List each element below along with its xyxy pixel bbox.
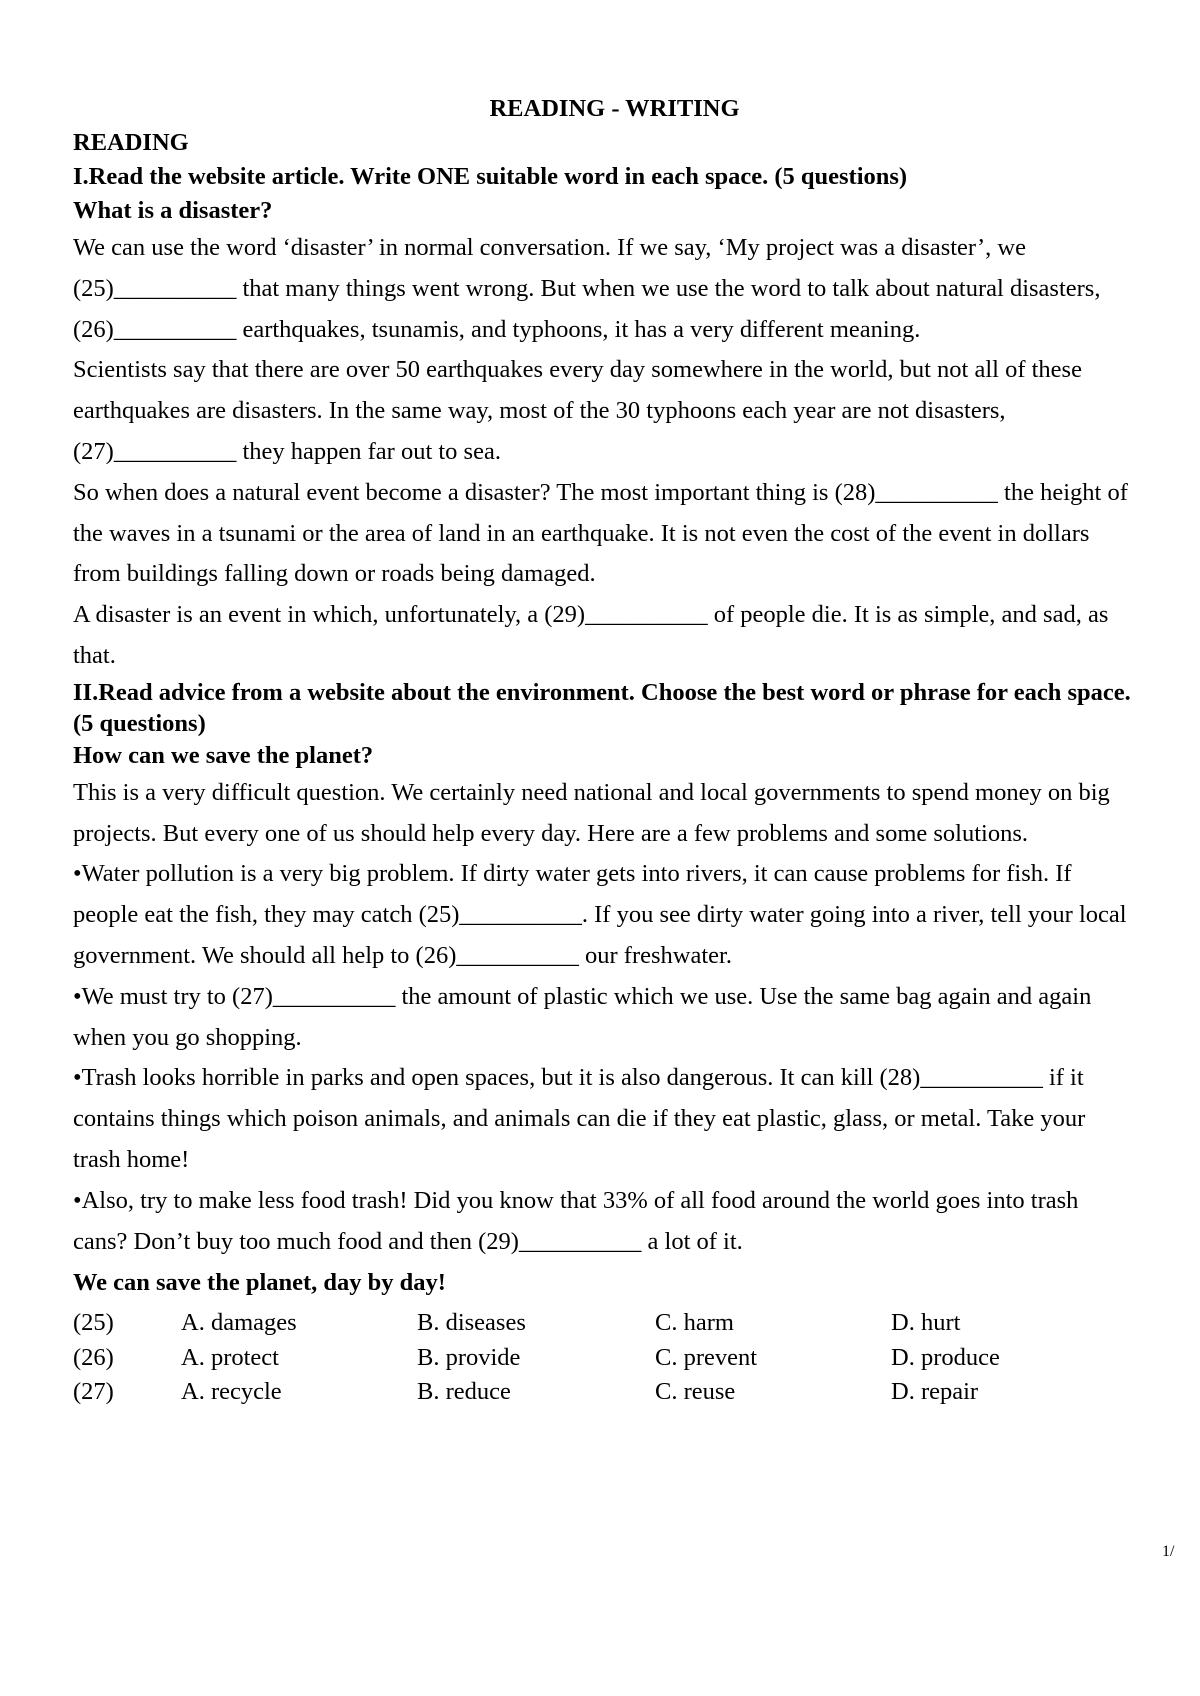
- part2-paragraph-2: •Water pollution is a very big problem. If dirty water gets into rivers, it can cause problems for fish. If people eat the fish, they may catch (25)__________. If you see dirty water going into a river, tell your local government. We should all help to (26)__________ our freshwater.: [73, 860, 1127, 969]
- part1-paragraph-1: We can use the word ‘disaster’ in normal conversation. If we say, ‘My project was a disaster’, we (25)__________ that many things went wrong. But when we use the word to talk about natural disasters, (26)__________ earthquakes, tsunamis, and typhoons, it has a very different meaning.: [73, 234, 1101, 343]
- option-b: B. diseases: [417, 1309, 526, 1337]
- question-number: (25): [73, 1309, 114, 1337]
- document-title: READING - WRITING: [489, 95, 740, 122]
- option-a: A. damages: [181, 1309, 297, 1337]
- option-d: D. repair: [891, 1378, 979, 1406]
- option-c: C. harm: [655, 1309, 734, 1337]
- option-b: B. provide: [417, 1343, 521, 1371]
- options-row: [73, 1375, 1138, 1410]
- document-page: [73, 92, 1138, 1410]
- options-row: [73, 1341, 1138, 1376]
- part2-paragraph-4: •Trash looks horrible in parks and open spaces, but it is also dangerous. It can kill (28)__________ if it contains things which poison animals, and animals can die if they eat plastic, glass, or metal. Take your trash home!: [73, 1064, 1086, 1173]
- part2-closing: We can save the planet, day by day!: [73, 1269, 446, 1297]
- option-d: D. produce: [891, 1343, 1000, 1371]
- question-number: (26): [73, 1343, 114, 1371]
- part2-paragraph-1: This is a very difficult question. We certainly need national and local governments to spend money on big projects. But every one of us should help every day. Here are a few problems and some solutions.: [73, 778, 1110, 847]
- option-a: A. protect: [181, 1343, 279, 1371]
- option-b: B. reduce: [417, 1378, 511, 1406]
- part2-paragraph-3: •We must try to (27)__________ the amount of plastic which we use. Use the same bag again and again when you go shopping.: [73, 982, 1092, 1051]
- part1-heading: What is a disaster?: [73, 197, 273, 224]
- part2-paragraph-5: •Also, try to make less food trash! Did you know that 33% of all food around the world goes into trash cans? Don’t buy too much food and then (29)__________ a lot of it.: [73, 1186, 1079, 1255]
- part1-paragraph-2: Scientists say that there are over 50 earthquakes every day somewhere in the world, but not all of these earthquakes are disasters. In the same way, most of the 30 typhoons each year are not disasters, (27)__________ they happen far out to sea.: [73, 356, 1082, 465]
- answer-options-table: [73, 1306, 1138, 1410]
- option-a: A. recycle: [181, 1378, 282, 1406]
- question-number: (27): [73, 1378, 114, 1406]
- page-number: 1/: [1162, 1543, 1175, 1560]
- part2-instruction: II.Read advice from a website about the environment. Choose the best word or phrase for each space. (5 questions): [73, 678, 1131, 737]
- part1-instruction: I.Read the website article. Write ONE suitable word in each space. (5 questions): [73, 163, 908, 190]
- option-d: D. hurt: [891, 1309, 961, 1337]
- part1-paragraph-4: A disaster is an event in which, unfortunately, a (29)__________ of people die. It is as simple, and sad, as that.: [73, 601, 1109, 669]
- part1-paragraph-3: So when does a natural event become a disaster? The most important thing is (28)__________ the height of the waves in a tsunami or the area of land in an earthquake. It is not even the cost of the event in dollars from buildings falling down or roads being damaged.: [73, 478, 1128, 588]
- options-row: [73, 1306, 1138, 1341]
- section-label: READING: [73, 129, 189, 156]
- option-c: C. reuse: [655, 1378, 736, 1406]
- option-c: C. prevent: [655, 1343, 758, 1371]
- part2-heading: How can we save the planet?: [73, 741, 374, 769]
